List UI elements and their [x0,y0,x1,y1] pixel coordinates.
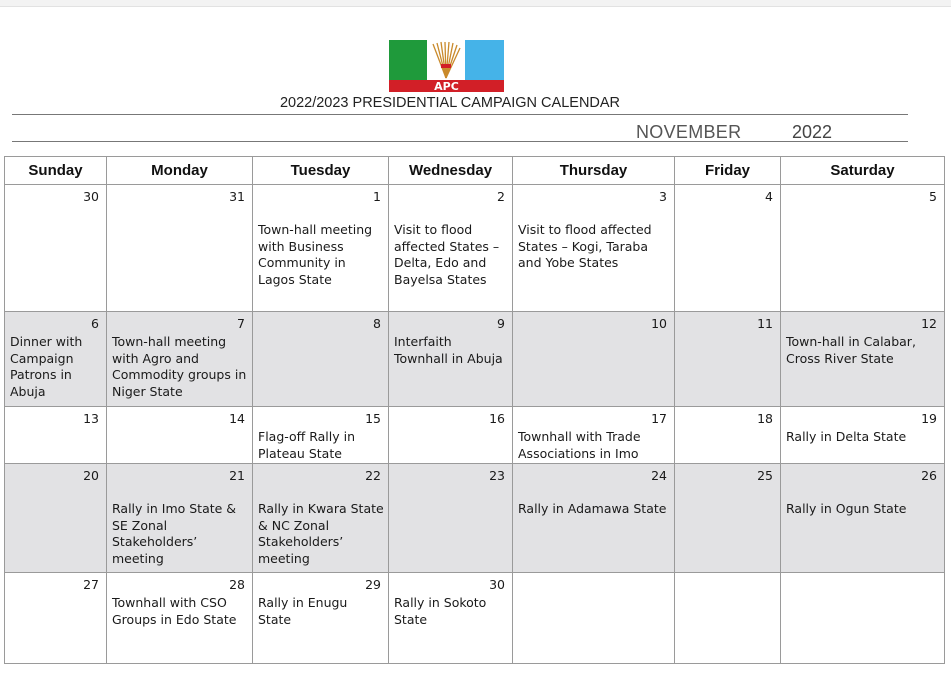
day-cell [513,464,675,573]
day-number: 1 [373,189,381,204]
day-number [513,573,674,577]
day-number: 16 [489,411,505,426]
day-number: 26 [921,468,937,483]
title-rule [12,114,908,115]
weekday-header: Sunday [5,157,107,185]
day-number: 5 [929,189,937,204]
event-text: Townhall with CSO Groups in Edo State [112,595,237,627]
weekday-header: Friday [675,157,781,185]
day-cell [107,573,253,664]
day-cell [389,185,513,312]
weekday-header: Wednesday [389,157,513,185]
month-label: NOVEMBER [636,122,742,142]
week-row [5,464,945,573]
day-number: 30 [83,189,99,204]
day-number: 22 [365,468,381,483]
week-row [5,185,945,312]
day-cell [5,185,107,312]
day-number: 25 [757,468,773,483]
day-cell [107,407,253,464]
week-row [5,573,945,664]
day-cell [389,464,513,573]
day-number [781,573,944,577]
event-text: Town-hall in Calabar, Cross River State [786,334,916,366]
day-number: 7 [237,316,245,331]
day-number: 27 [83,577,99,592]
year-label: 2022 [792,122,833,142]
top-border [0,0,951,7]
day-number: 4 [765,189,773,204]
day-number [675,573,780,577]
day-number: 23 [489,468,505,483]
event-text: Rally in Sokoto State [394,595,487,627]
svg-text:APC: APC [434,80,459,92]
day-cell [389,312,513,407]
event-text: Visit to flood affected States – Delta, Edo and Bayelsa States [394,222,500,287]
day-number: 30 [489,577,505,592]
day-cell [253,573,389,664]
day-cell [5,464,107,573]
day-cell [389,407,513,464]
day-number: 13 [83,411,99,426]
day-cell [253,312,389,407]
day-number: 28 [229,577,245,592]
day-cell [675,407,781,464]
day-number: 19 [921,411,937,426]
week-row [5,407,945,464]
day-cell [5,312,107,407]
day-cell [781,573,945,664]
day-number: 15 [365,411,381,426]
apc-logo [389,40,504,92]
day-cell [781,185,945,312]
event-text: Rally in Kwara State & NC Zonal Stakeholders’ meeting [258,501,384,566]
day-number: 6 [91,316,99,331]
day-cell [513,407,675,464]
month-rule [12,141,908,142]
event-text: Flag-off Rally in Plateau State [258,429,356,461]
weekday-header: Thursday [513,157,675,185]
day-number: 3 [659,189,667,204]
day-cell [675,185,781,312]
day-cell [781,312,945,407]
event-text: Rally in Delta State [786,429,907,444]
event-text: Dinner with Campaign Patrons in Abuja [10,334,83,399]
calendar-table [4,156,945,664]
day-cell [107,464,253,573]
weekday-header: Tuesday [253,157,389,185]
day-number: 29 [365,577,381,592]
event-text: Townhall with Trade Associations in Imo [518,429,641,461]
day-number: 11 [757,316,773,331]
event-text: Rally in Imo State & SE Zonal Stakeholders’ meeting [112,501,237,566]
week-row [5,312,945,407]
day-number: 2 [497,189,505,204]
day-number: 17 [651,411,667,426]
day-number: 12 [921,316,937,331]
day-cell [675,573,781,664]
day-cell [675,464,781,573]
event-text: Interfaith Townhall in Abuja [394,334,503,366]
event-text: Rally in Enugu State [258,595,348,627]
day-cell [253,185,389,312]
day-number: 21 [229,468,245,483]
day-cell [107,185,253,312]
day-number: 31 [229,189,245,204]
day-number: 18 [757,411,773,426]
weekday-header-row [5,157,945,185]
day-cell [675,312,781,407]
day-cell [253,407,389,464]
day-number: 8 [373,316,381,331]
day-cell [253,464,389,573]
day-cell [781,407,945,464]
day-cell [513,185,675,312]
day-number: 14 [229,411,245,426]
day-cell [389,573,513,664]
event-text: Town-hall meeting with Business Community in Lagos State [258,222,373,287]
day-cell [5,407,107,464]
event-text: Town-hall meeting with Agro and Commodity groups in Niger State [112,334,247,399]
day-cell [513,573,675,664]
event-text: Rally in Ogun State [786,501,907,516]
day-number: 9 [497,316,505,331]
day-number: 24 [651,468,667,483]
day-cell [781,464,945,573]
day-number: 20 [83,468,99,483]
event-text: Rally in Adamawa State [518,501,667,516]
day-cell [5,573,107,664]
day-cell [513,312,675,407]
day-cell [107,312,253,407]
page-title: 2022/2023 PRESIDENTIAL CAMPAIGN CALENDAR [279,95,621,111]
weekday-header: Monday [107,157,253,185]
day-number: 10 [651,316,667,331]
weekday-header: Saturday [781,157,945,185]
event-text: Visit to flood affected States – Kogi, Taraba and Yobe States [518,222,652,271]
